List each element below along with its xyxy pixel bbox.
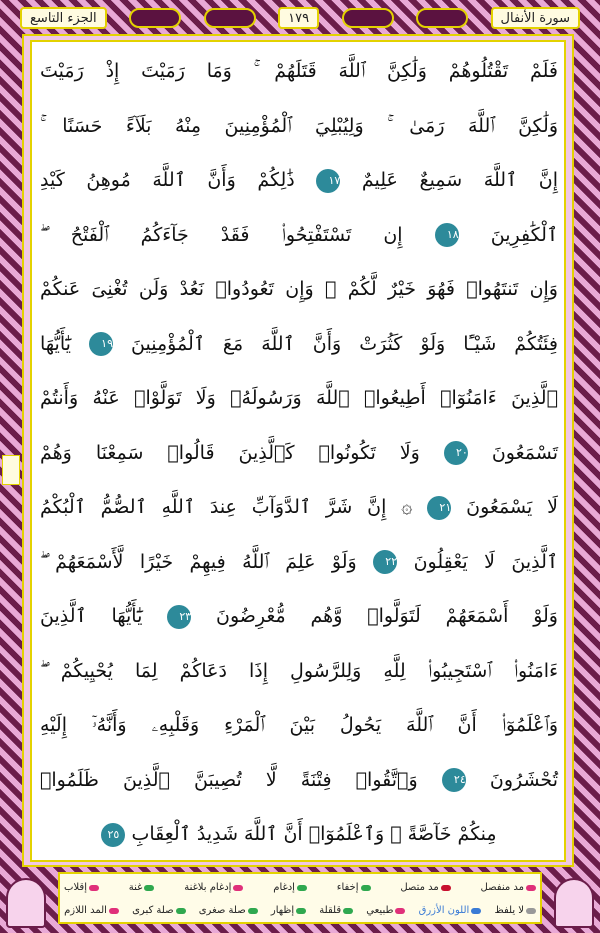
legend-swatch	[296, 908, 306, 914]
text-line	[40, 426, 558, 481]
verse-text: تَسْمَعُونَ	[491, 441, 558, 464]
legend-item	[337, 882, 371, 893]
text-line	[40, 644, 558, 699]
text-line	[40, 535, 558, 590]
legend-item	[64, 882, 99, 893]
legend-swatch	[526, 908, 536, 914]
ayah-number-marker: ١٩	[89, 332, 113, 356]
text-line	[40, 44, 558, 99]
verse-text: ذَٰلِكُمْ وَأَنَّ ٱللَّهَ مُوهِنُ كَيْدِ	[40, 169, 295, 192]
verse-text: إِنَّ ٱللَّهَ سَمِيعٌ عَلِيمٌ	[361, 169, 558, 192]
legend-item	[319, 905, 353, 916]
legend-label: المد اللازم	[64, 905, 107, 916]
ayah-number-marker: ٢٤	[442, 768, 466, 792]
ayah-number-marker: ٢٣	[167, 605, 191, 629]
legend-swatch	[297, 885, 307, 891]
text-line	[40, 208, 558, 263]
header-ornament	[342, 8, 394, 28]
juz-name: الجزء التاسع	[20, 7, 107, 29]
legend-row	[64, 876, 536, 899]
legend-item	[64, 905, 119, 916]
verse-text: وَلَا تَكُونُوا۟ كَٱلَّذِينَ قَالُوا۟ سَمِعْنَا وَهُمْ	[40, 441, 420, 464]
legend-label: إخفاء	[336, 882, 359, 893]
legend-label: إقلاب	[64, 882, 87, 893]
quran-text	[40, 44, 558, 862]
line-text	[40, 331, 558, 357]
header-ornament	[204, 8, 256, 28]
legend-label: لا يلفظ	[494, 905, 524, 916]
line-text	[40, 549, 558, 575]
tajweed-legend	[58, 872, 542, 924]
line-text	[40, 603, 558, 629]
line-text: وَٱعْلَمُوٓا۟ أَنَّ ٱللَّهَ يَحُولُ بَيْنَ ٱلْمَرْءِ وَقَلْبِهِۦ وَأَنَّهُۥٓ إِلَيْهِ	[40, 714, 558, 737]
text-line	[40, 698, 558, 753]
legend-swatch	[233, 885, 243, 891]
text-line	[40, 753, 558, 808]
verse-text: وَٱتَّقُوا۟ فِتْنَةً لَّا تُصِيبَنَّ ٱلَّذِينَ ظَلَمُوا۟	[40, 768, 418, 791]
legend-item	[271, 905, 306, 916]
legend-item	[419, 905, 482, 916]
legend-item	[481, 882, 536, 893]
line-text: ٱلَّذِينَ ءَامَنُوٓا۟ أَطِيعُوا۟ ٱللَّهَ وَرَسُولَهُۥ وَلَا تَوَلَّوْا۟ عَنْهُ وَأَنتُمْ	[40, 387, 558, 410]
line-text	[40, 821, 558, 847]
line-text	[40, 167, 558, 193]
legend-item	[132, 905, 185, 916]
header-ornament	[416, 8, 468, 28]
legend-swatch	[144, 885, 154, 891]
legend-swatch	[109, 908, 119, 914]
ayah-number-marker: ١٨	[435, 223, 459, 247]
line-text: ءَامَنُوا۟ ٱسْتَجِيبُوا۟ لِلَّهِ وَلِلرَّسُولِ إِذَا دَعَاكُمْ لِمَا يُحْيِيكُمْ ۖ	[40, 659, 558, 682]
line-text: فَلَمْ تَقْتُلُوهُمْ وَلَٰكِنَّ ٱللَّهَ قَتَلَهُمْ ۚ وَمَا رَمَيْتَ إِذْ رَمَيْتَ	[40, 60, 558, 83]
corner-ornament	[554, 878, 594, 928]
verse-text: ۞ إِنَّ شَرَّ ٱلدَّوَآبِّ عِندَ ٱللَّهِ ٱلصُّمُّ ٱلْبُكْمُ	[40, 496, 413, 519]
verse-text: وَلَوْ عَلِمَ ٱللَّهُ فِيهِمْ خَيْرًا لَّأَسْمَعَهُمْ ۖ	[40, 550, 357, 573]
legend-item	[400, 882, 450, 893]
corner-ornament	[6, 878, 46, 928]
text-line	[40, 262, 558, 317]
legend-item	[129, 882, 155, 893]
legend-label: إدغام	[273, 882, 295, 893]
legend-item	[494, 905, 536, 916]
legend-label: غنة	[128, 882, 143, 893]
text-line	[40, 807, 558, 862]
legend-label: مد منفصل	[480, 882, 524, 893]
ayah-number-marker: ١٧	[316, 169, 340, 193]
legend-item	[366, 905, 405, 916]
surah-name: سورة الأنفال	[491, 7, 580, 29]
legend-label: إظهار	[270, 905, 295, 916]
verse-text: ٱلَّذِينَ لَا يَعْقِلُونَ	[413, 550, 559, 573]
verse-text: يَٰٓأَيُّهَا	[40, 332, 71, 355]
legend-swatch	[395, 908, 405, 914]
page-header	[20, 4, 580, 32]
legend-label: طبيعي	[366, 905, 394, 916]
legend-swatch	[471, 908, 481, 914]
ayah-number-marker: ٢٢	[373, 550, 397, 574]
verse-text: تُحْشَرُونَ	[489, 768, 558, 791]
text-line	[40, 153, 558, 208]
legend-swatch	[526, 885, 536, 891]
legend-item	[199, 905, 258, 916]
verse-text: إِن تَسْتَفْتِحُوا۟ فَقَدْ جَآءَكُمُ ٱلْفَتْحُ ۖ	[40, 223, 403, 246]
legend-label: اللون الأزرق	[418, 905, 470, 916]
line-text: وَلَٰكِنَّ ٱللَّهَ رَمَىٰ ۚ وَلِيُبْلِيَ ٱلْمُؤْمِنِينَ مِنْهُ بَلَآءً حَسَنًا ۚ	[40, 114, 558, 137]
legend-swatch	[343, 908, 353, 914]
verse-text: مِنكُمْ خَآصَّةً ۖ وَٱعْلَمُوٓا۟ أَنَّ ٱللَّهَ شَدِيدُ ٱلْعِقَابِ	[131, 823, 497, 846]
text-line	[40, 480, 558, 535]
line-text	[40, 494, 558, 520]
header-ornament	[129, 8, 181, 28]
legend-item	[184, 882, 243, 893]
text-line	[40, 317, 558, 372]
line-text	[40, 222, 558, 248]
line-text: وَإِن تَنتَهُوا۟ فَهُوَ خَيْرٌ لَّكُمْ ۖ وَإِن تَعُودُوا۟ نَعُدْ وَلَن تُغْنِىَ عَنكُمْ	[40, 278, 558, 301]
legend-swatch	[89, 885, 99, 891]
legend-swatch	[176, 908, 186, 914]
legend-label: صلة كبرى	[132, 905, 174, 916]
legend-label: قلقلة	[319, 905, 342, 916]
legend-item	[273, 882, 307, 893]
line-text	[40, 440, 558, 466]
legend-label: صلة صغرى	[198, 905, 246, 916]
text-line	[40, 589, 558, 644]
ayah-number-marker: ٢٠	[444, 441, 468, 465]
legend-row	[64, 899, 536, 922]
verse-text: فِئَتُكُمْ شَيْـًٔا وَلَوْ كَثُرَتْ وَأَنَّ ٱللَّهَ مَعَ ٱلْمُؤْمِنِينَ	[131, 332, 558, 355]
legend-swatch	[248, 908, 258, 914]
verse-text: لَا يَسْمَعُونَ	[466, 496, 558, 519]
legend-swatch	[361, 885, 371, 891]
text-line	[40, 371, 558, 426]
ayah-number-marker: ٢١	[427, 496, 451, 520]
hizb-marker	[2, 455, 20, 485]
legend-label: إدغام بلاغنة	[184, 882, 232, 893]
legend-label: مد متصل	[400, 882, 439, 893]
verse-text: وَلَوْ أَسْمَعَهُمْ لَتَوَلَّوا۟ وَّهُم مُّعْرِضُونَ	[216, 605, 558, 628]
verse-text: ٱلْكَٰفِرِينَ	[490, 223, 559, 246]
line-text	[40, 767, 558, 793]
page-number: ١٧٩	[278, 7, 319, 29]
ayah-number-marker: ٢٥	[101, 823, 125, 847]
text-line	[40, 99, 558, 154]
legend-swatch	[441, 885, 451, 891]
verse-text: يَٰٓأَيُّهَا ٱلَّذِينَ	[40, 605, 143, 628]
